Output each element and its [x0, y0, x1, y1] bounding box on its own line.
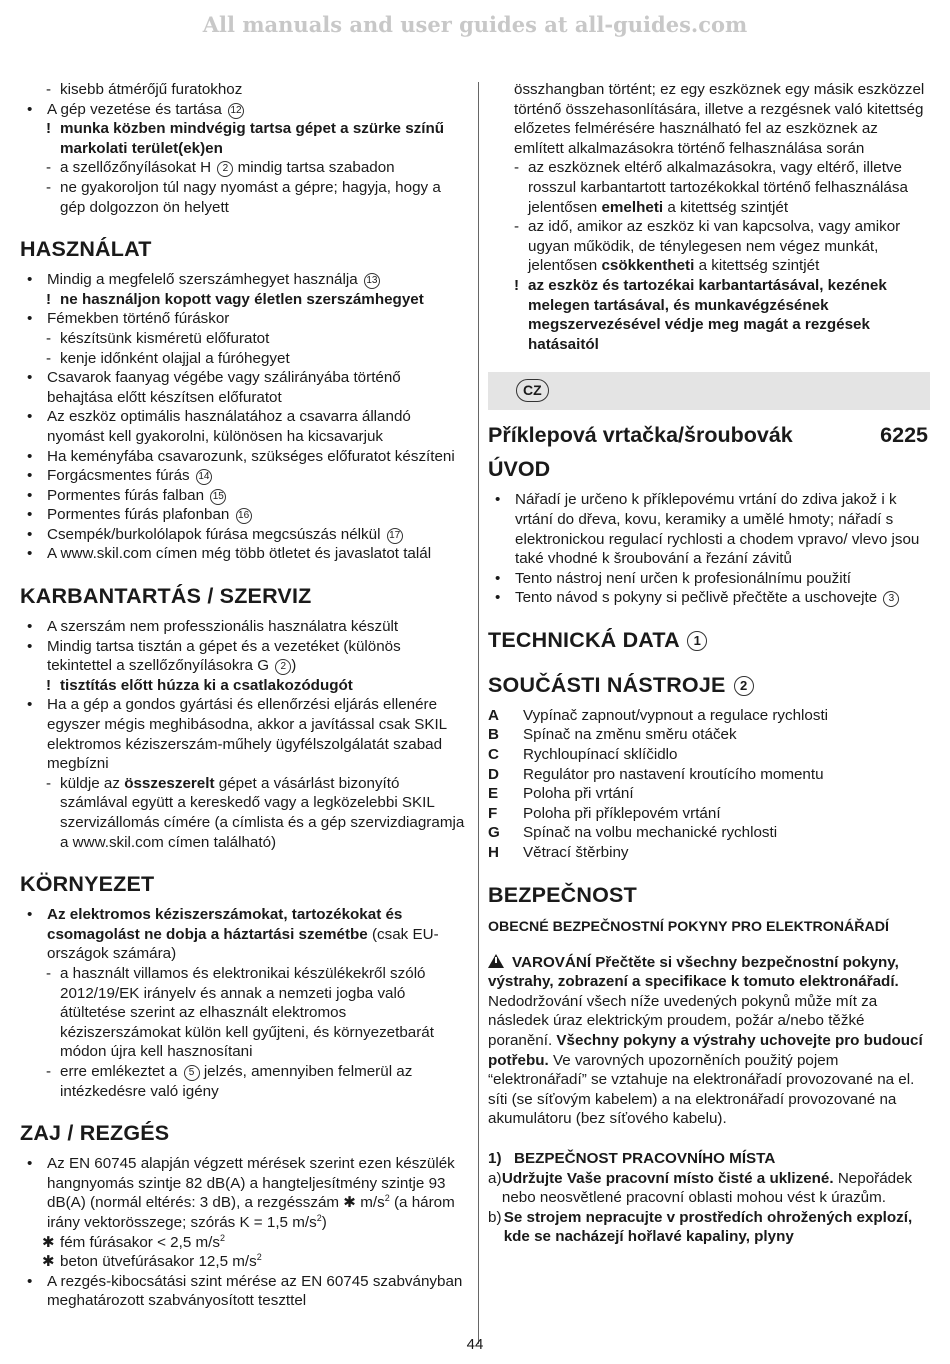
part-text: Regulátor pro nastavení kroutícího momentu	[523, 765, 824, 783]
text: Fémekben történő fúráskor	[47, 310, 230, 328]
text: Csempék/burkolólapok fúrása megcsúszás nélkül	[47, 525, 381, 543]
text: a használt villamos és elektronikai készülékekről szóló 2012/19/EK irányelv és annak a nemzeti jogba való átültetése szerint az elhasznált elektromos kéziszerszámokat külön kell gyűjteni, és környezetbarát módon újra kell hasznosítani	[60, 964, 434, 1061]
text: A szerszám nem professzionális használatra készült	[47, 618, 399, 636]
figure-ref-badge: 14	[196, 469, 212, 485]
number: 1)	[488, 1149, 502, 1167]
text: küldje az	[60, 774, 120, 792]
language-bar	[488, 372, 930, 410]
section-heading-kornyezet: KÖRNYEZET	[20, 872, 155, 897]
text: beton ütvefúrásakor 12,5 m/s	[60, 1253, 257, 1271]
list-item	[20, 617, 468, 637]
list-item	[20, 964, 468, 1062]
asterisk-icon: ✱	[343, 1194, 357, 1212]
figure-ref-badge: 3	[883, 591, 899, 607]
text: a szellőzőnyílásokat H	[60, 159, 212, 177]
warning-item	[20, 290, 468, 310]
text: készítsünk kisméretü előfuratot	[60, 329, 270, 347]
text: munka közben mindvégig tartsa gépet a szürke színű markolati terület(ek)en	[60, 120, 445, 157]
text: Nepořádek nebo neosvětlené pracovní oblasti mohou vést k úrazům.	[501, 1169, 913, 1207]
part-item	[488, 784, 928, 804]
text: Ha a gép a gondos gyártási és ellenőrzési eljárás ellenére egyszer mégis meghibásodna, akkor a javítással csak SKIL elektromos kéziszerszám-műhely ügyfélszolgálatát szabad megbízni	[47, 696, 447, 773]
parts-list	[488, 706, 928, 863]
list-item	[20, 1233, 468, 1253]
title-text: Příklepová vrtačka/šroubovák	[488, 423, 793, 448]
section-heading-bezpecnost: BEZPEČNOST	[488, 882, 637, 907]
list-item	[20, 349, 468, 369]
part-key: D	[488, 765, 499, 783]
column-divider	[478, 82, 479, 1344]
right-column	[488, 80, 928, 1247]
part-key: E	[488, 785, 499, 803]
emphasis: Všechny pokyny a výstrahy uchovejte pro budoucí potřebu.	[488, 1032, 923, 1069]
text: Mindig tartsa tisztán a gépet és a vezetéket (különös tekintettel a szellőzőnyílásokra G	[47, 637, 401, 675]
text: Pormentes fúrás plafonban	[47, 506, 230, 524]
list-item	[20, 368, 468, 407]
list-item	[20, 178, 468, 217]
text: Az eszköz optimális használatához a csavarra állandó nyomást kell gyakorolni, különösen ha kicsavarjuk	[47, 408, 411, 445]
figure-ref-badge: 13	[364, 273, 380, 289]
text: m/s	[360, 1194, 385, 1212]
list-item	[20, 905, 468, 964]
list-item	[20, 1154, 468, 1232]
emphasis: emelheti	[601, 198, 664, 216]
part-item	[488, 725, 928, 745]
text: Tento nástroj není určen k profesionálnímu použití	[515, 569, 852, 587]
text: Mindig a megfelelő szerszámhegyet használja	[47, 271, 358, 289]
warning-paragraph	[488, 953, 928, 1129]
text: Tento návod s pokyny si pečlivě přečtěte a uschovejte	[515, 589, 878, 607]
part-item	[488, 706, 928, 726]
list-item	[488, 158, 928, 217]
part-text: Rychloupínací sklíčidlo	[523, 746, 678, 764]
text: A gép vezetése és tartása	[47, 100, 222, 118]
text: az eszköz és tartozékai karbantartásával, kezének melegen tartásával, és munkavégzésének megszervezésével védje meg magát a rezgések hatásaitól	[528, 276, 887, 353]
numbered-item	[488, 1208, 928, 1247]
part-key: B	[488, 726, 499, 744]
part-key: A	[488, 706, 499, 724]
text: összhangban történt; ez egy eszköznek egy másik eszközzel történő összehasonlítására, illetve a rezgésnek való kitettség előzetes felmérésére használható fel az eszköznek az említett alkalmazásokra történő felhasználása során	[514, 81, 925, 157]
part-key: F	[488, 804, 498, 822]
section-heading-technicka-data	[488, 627, 928, 653]
list-item	[20, 447, 468, 467]
figure-ref-badge: 2	[734, 676, 754, 696]
list-item	[20, 329, 468, 349]
list-item	[488, 569, 928, 589]
page-number: 44	[466, 1336, 484, 1353]
part-key: G	[488, 824, 500, 842]
text: (csak EU-országok számára)	[47, 925, 439, 963]
text: a kitettség szintjét	[698, 257, 820, 275]
superscript: 2	[316, 1212, 322, 1223]
figure-ref-badge: 17	[387, 528, 403, 544]
emphasis: Udržujte Vaše pracovní místo čisté a uklizené.	[501, 1169, 834, 1187]
subheading: OBECNÉ BEZPEČNOSTNÍ POKYNY PRO ELEKTRONÁŘADÍ	[488, 918, 889, 935]
text: kisebb átmérőjű furatokhoz	[60, 81, 243, 98]
part-text: Větrací štěrbiny	[523, 844, 629, 862]
figure-ref-badge: 5	[184, 1065, 200, 1081]
heading-text: BEZPEČNOST PRACOVNÍHO MÍSTA	[514, 1149, 776, 1167]
superscript: 2	[384, 1193, 390, 1204]
item-body	[504, 1208, 928, 1247]
numbered-item	[488, 1169, 928, 1208]
text: Csavarok faanyag végébe vagy szálirányába történő behajtása előtt készítsen előfuratot	[47, 369, 401, 406]
list-item	[20, 407, 468, 446]
figure-ref-badge: 2	[275, 659, 291, 675]
list-item	[20, 466, 468, 486]
text: ne gyakoroljon túl nagy nyomást a gépre; hagyja, hogy a gép dolgozzon ön helyett	[60, 178, 441, 216]
watermark: All manuals and user guides at all-guides.com	[202, 12, 748, 37]
list-item	[20, 309, 468, 329]
text: kenje időnként olajjal a fúróhegyet	[60, 349, 290, 367]
list-item	[20, 158, 468, 178]
text: jelzés, amennyiben felmerül az intézkedésre való igény	[60, 1062, 413, 1100]
text: gépet a vásárlást bizonyító számlával együtt a kereskedő vagy a legközelebbi SKIL szervizállomás címére (a címlista és a gép szervizdiagramja a www.skil.com címen található)	[60, 774, 465, 851]
text: )	[291, 657, 297, 675]
left-column	[20, 80, 468, 1311]
part-text: Spínač na změnu směru otáček	[523, 726, 737, 744]
text: fém fúrásakor < 2,5 m/s	[60, 1233, 220, 1251]
text: az eszköznek eltérő alkalmazásokra, vagy eltérő, illetve rosszul karbantartott tartozékokkal történő felhasználása jelentősen	[528, 159, 908, 216]
figure-ref-badge: 2	[217, 161, 233, 177]
section-heading-karbantartas: KARBANTARTÁS / SZERVIZ	[20, 584, 312, 609]
text: Ha keményfába csavarozunk, szükséges előfuratot készíteni	[47, 447, 455, 465]
emphasis: Az elektromos kéziszerszámokat, tartozékokat és csomagolást ne dobja a háztartási szemétbe	[47, 906, 403, 943]
text: Nedodržování všech níže uvedených pokynů může mít za následek úraz elektrickým proudem, požár a/nebo těžké poranění.	[488, 992, 878, 1049]
text: (a három irány vektorösszege; szórás K = 1,5 m/s	[47, 1194, 455, 1231]
section-heading-soucasti	[488, 672, 928, 698]
emphasis: VAROVÁNÍ Přečtěte si všechny bezpečnostní pokyny, výstrahy, zobrazení a specifikace k tomuto elektronářadí.	[488, 953, 899, 991]
part-key: C	[488, 746, 499, 764]
text: Az EN 60745 alapján végzett mérések szerint ezen készülék hangnyomás szintje 82 dB(A) a hangteljesítmény szintje 93 dB(A) (normál eltérés: 3 dB), a rezgésszám	[47, 1155, 455, 1212]
list-item	[20, 544, 468, 564]
part-text: Spínač na volbu mechanické rychlosti	[523, 824, 778, 842]
numbered-heading	[488, 1149, 928, 1169]
list-item	[20, 100, 468, 120]
list-item	[20, 1252, 468, 1272]
list-item	[20, 774, 468, 852]
list-item	[20, 486, 468, 506]
part-item	[488, 765, 928, 785]
part-item	[488, 804, 928, 824]
heading-text: SOUČÁSTI NÁSTROJE	[488, 672, 726, 697]
list-item	[20, 695, 468, 773]
part-item	[488, 745, 928, 765]
paragraph	[488, 80, 928, 158]
figure-ref-badge: 16	[236, 508, 252, 524]
warning-item	[20, 119, 468, 158]
text: az idő, amikor az eszköz ki van kapcsolva, vagy amikor ugyan működik, de ténylegesen nem végez munkát, jelentősen	[528, 218, 901, 275]
list-item	[488, 588, 928, 608]
text: Forgácsmentes fúrás	[47, 467, 190, 485]
figure-ref-badge: 15	[210, 489, 226, 505]
part-text: Poloha při příklepovém vrtání	[523, 804, 721, 822]
text: )	[321, 1213, 327, 1231]
emphasis: Se strojem nepracujte v prostředích ohrožených explozí, kde se nacházejí hořlavé kapaliny, plyny	[503, 1208, 913, 1246]
language-badge: CZ	[516, 379, 549, 402]
text: A www.skil.com címen még több ötletet és javaslatot talál	[47, 545, 432, 563]
list-item	[20, 1272, 468, 1311]
warning-item	[20, 676, 468, 696]
number: a)	[488, 1169, 502, 1187]
superscript: 2	[219, 1232, 225, 1243]
text: erre emlékeztet a	[60, 1062, 178, 1080]
emphasis: csökkentheti	[601, 257, 695, 275]
text: mindig tartsa szabadon	[237, 159, 395, 177]
list-item	[20, 270, 468, 290]
section-heading-uvod: ÚVOD	[488, 457, 551, 482]
part-item	[488, 823, 928, 843]
model-number: 6225	[880, 423, 928, 448]
text: Nářadí je určeno k příklepovému vrtání do zdiva jakož i k vrtání do dřeva, kovu, keramiky a umělé hmoty; nářadí s elektronickou regulací rychlosti a chodem vpravo/ vlevo jsou také vhodné k šroubování a řezání závitů	[515, 491, 920, 568]
text: tisztítás előtt húzza ki a csatlakozódugót	[60, 676, 353, 694]
superscript: 2	[256, 1252, 262, 1263]
product-title	[488, 422, 928, 448]
section-heading-hasznalat: HASZNÁLAT	[20, 237, 152, 262]
list-item	[20, 1062, 468, 1101]
number: b)	[488, 1208, 502, 1226]
text: A rezgés-kibocsátási szint mérése az EN 60745 szabványban meghatározott szabványosított teszttel	[47, 1272, 463, 1310]
part-text: Poloha při vrtání	[523, 785, 634, 803]
heading-text: TECHNICKÁ DATA	[488, 627, 680, 652]
list-item	[20, 505, 468, 525]
figure-ref-badge: 1	[687, 631, 707, 651]
list-item	[488, 217, 928, 276]
text: a kitettség szintjét	[667, 198, 789, 216]
item-body	[502, 1169, 928, 1208]
list-item	[20, 80, 468, 100]
section-heading-zaj: ZAJ / REZGÉS	[20, 1121, 170, 1146]
text: ne használjon kopott vagy életlen szerszámhegyet	[60, 290, 424, 308]
list-item	[488, 490, 928, 568]
text: Ve varovných upozorněních použitý pojem “elektronářadí” se vztahuje na elektronářadí provozované na el. síti (se síťovým kabelem) a na elektronářadí provozované na akumulátoru (bez síťového kabelu).	[488, 1051, 915, 1128]
part-item	[488, 843, 928, 863]
emphasis: összeszerelt	[124, 774, 215, 792]
list-item	[20, 525, 468, 545]
part-key: H	[488, 844, 499, 862]
figure-ref-badge: 12	[228, 103, 244, 119]
warning-triangle-icon	[488, 954, 504, 968]
text: Pormentes fúrás falban	[47, 486, 205, 504]
part-text: Vypínač zapnout/vypnout a regulace rychlosti	[523, 706, 829, 724]
warning-item	[488, 276, 928, 354]
list-item	[20, 637, 468, 676]
